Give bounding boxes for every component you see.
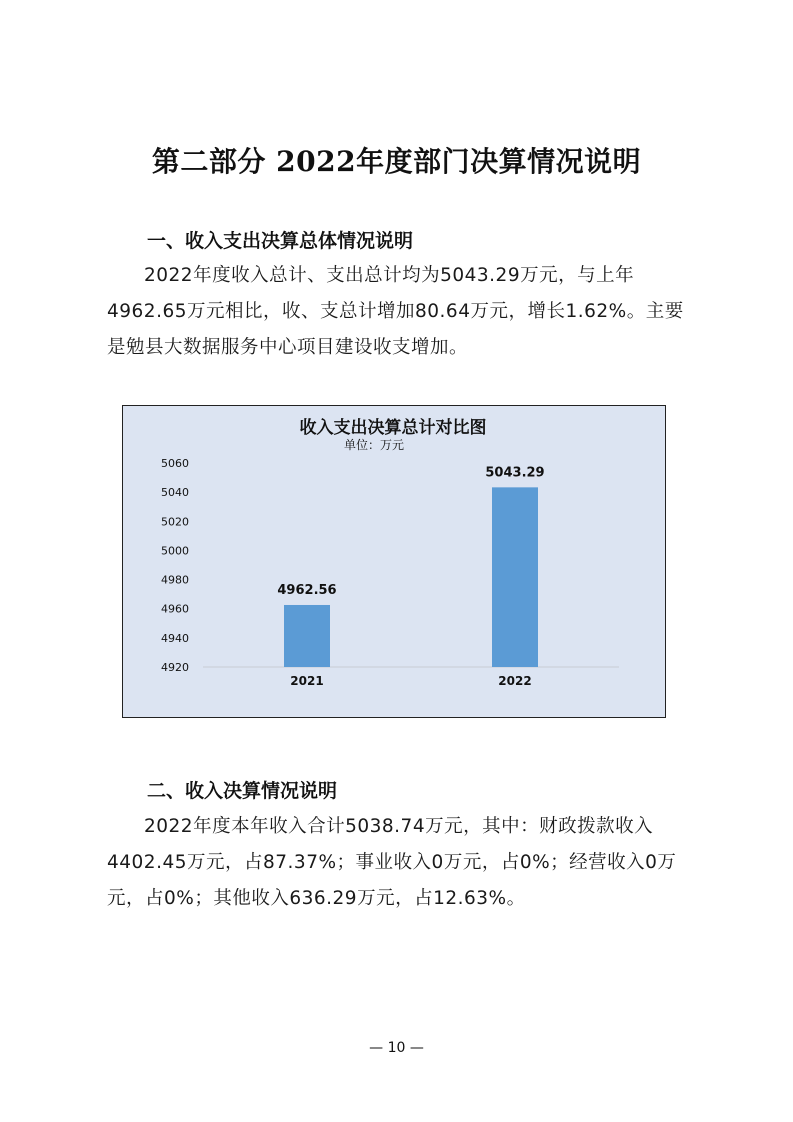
chart-title: 收入支出决算总计对比图 [299,418,487,438]
x-tick-label-2022: 2022 [498,674,532,688]
y-tick-label: 5060 [161,457,189,470]
y-tick-label: 4960 [161,602,189,616]
section2-paragraph: 2022年度本年收入合计5038.74万元，其中：财政拨款收入4402.45万元，占87.37%；事业收入0万元，占0%；经营收入0万元，占0%；其他收入636.29万元，占12.63%。 [107,816,677,909]
page-number: — 10 — [369,1040,424,1056]
bar-2022 [492,487,538,667]
x-tick-label-2021: 2021 [290,674,324,688]
y-tick-label: 5000 [161,544,189,558]
y-tick-label: 5040 [161,486,189,500]
section2-heading: 二、收入决算情况说明 [147,780,338,802]
y-tick-label: 4980 [161,573,189,587]
chart-subtitle: 单位：万元 [343,438,405,452]
section1-paragraph: 2022年度收入总计、支出总计均为5043.29万元，与上年4962.65万元相比，收、支总计增加80.64万元，增长1.62%。主要是勉县大数据服务中心项目建设收支增加。 [107,265,684,358]
y-tick-label: 5020 [161,515,189,529]
y-tick-label: 4920 [161,661,189,674]
income-expense-chart [122,405,666,718]
data-label-2021: 4962.56 [277,582,337,598]
bar-2021 [284,605,330,667]
data-label-2022: 5043.29 [485,465,545,481]
page-title: 第二部分 2022年度部门决算情况说明 [151,145,642,178]
section1-heading: 一、收入支出决算总体情况说明 [147,230,414,252]
chart-canvas [123,406,664,716]
y-tick-label: 4940 [161,631,189,645]
